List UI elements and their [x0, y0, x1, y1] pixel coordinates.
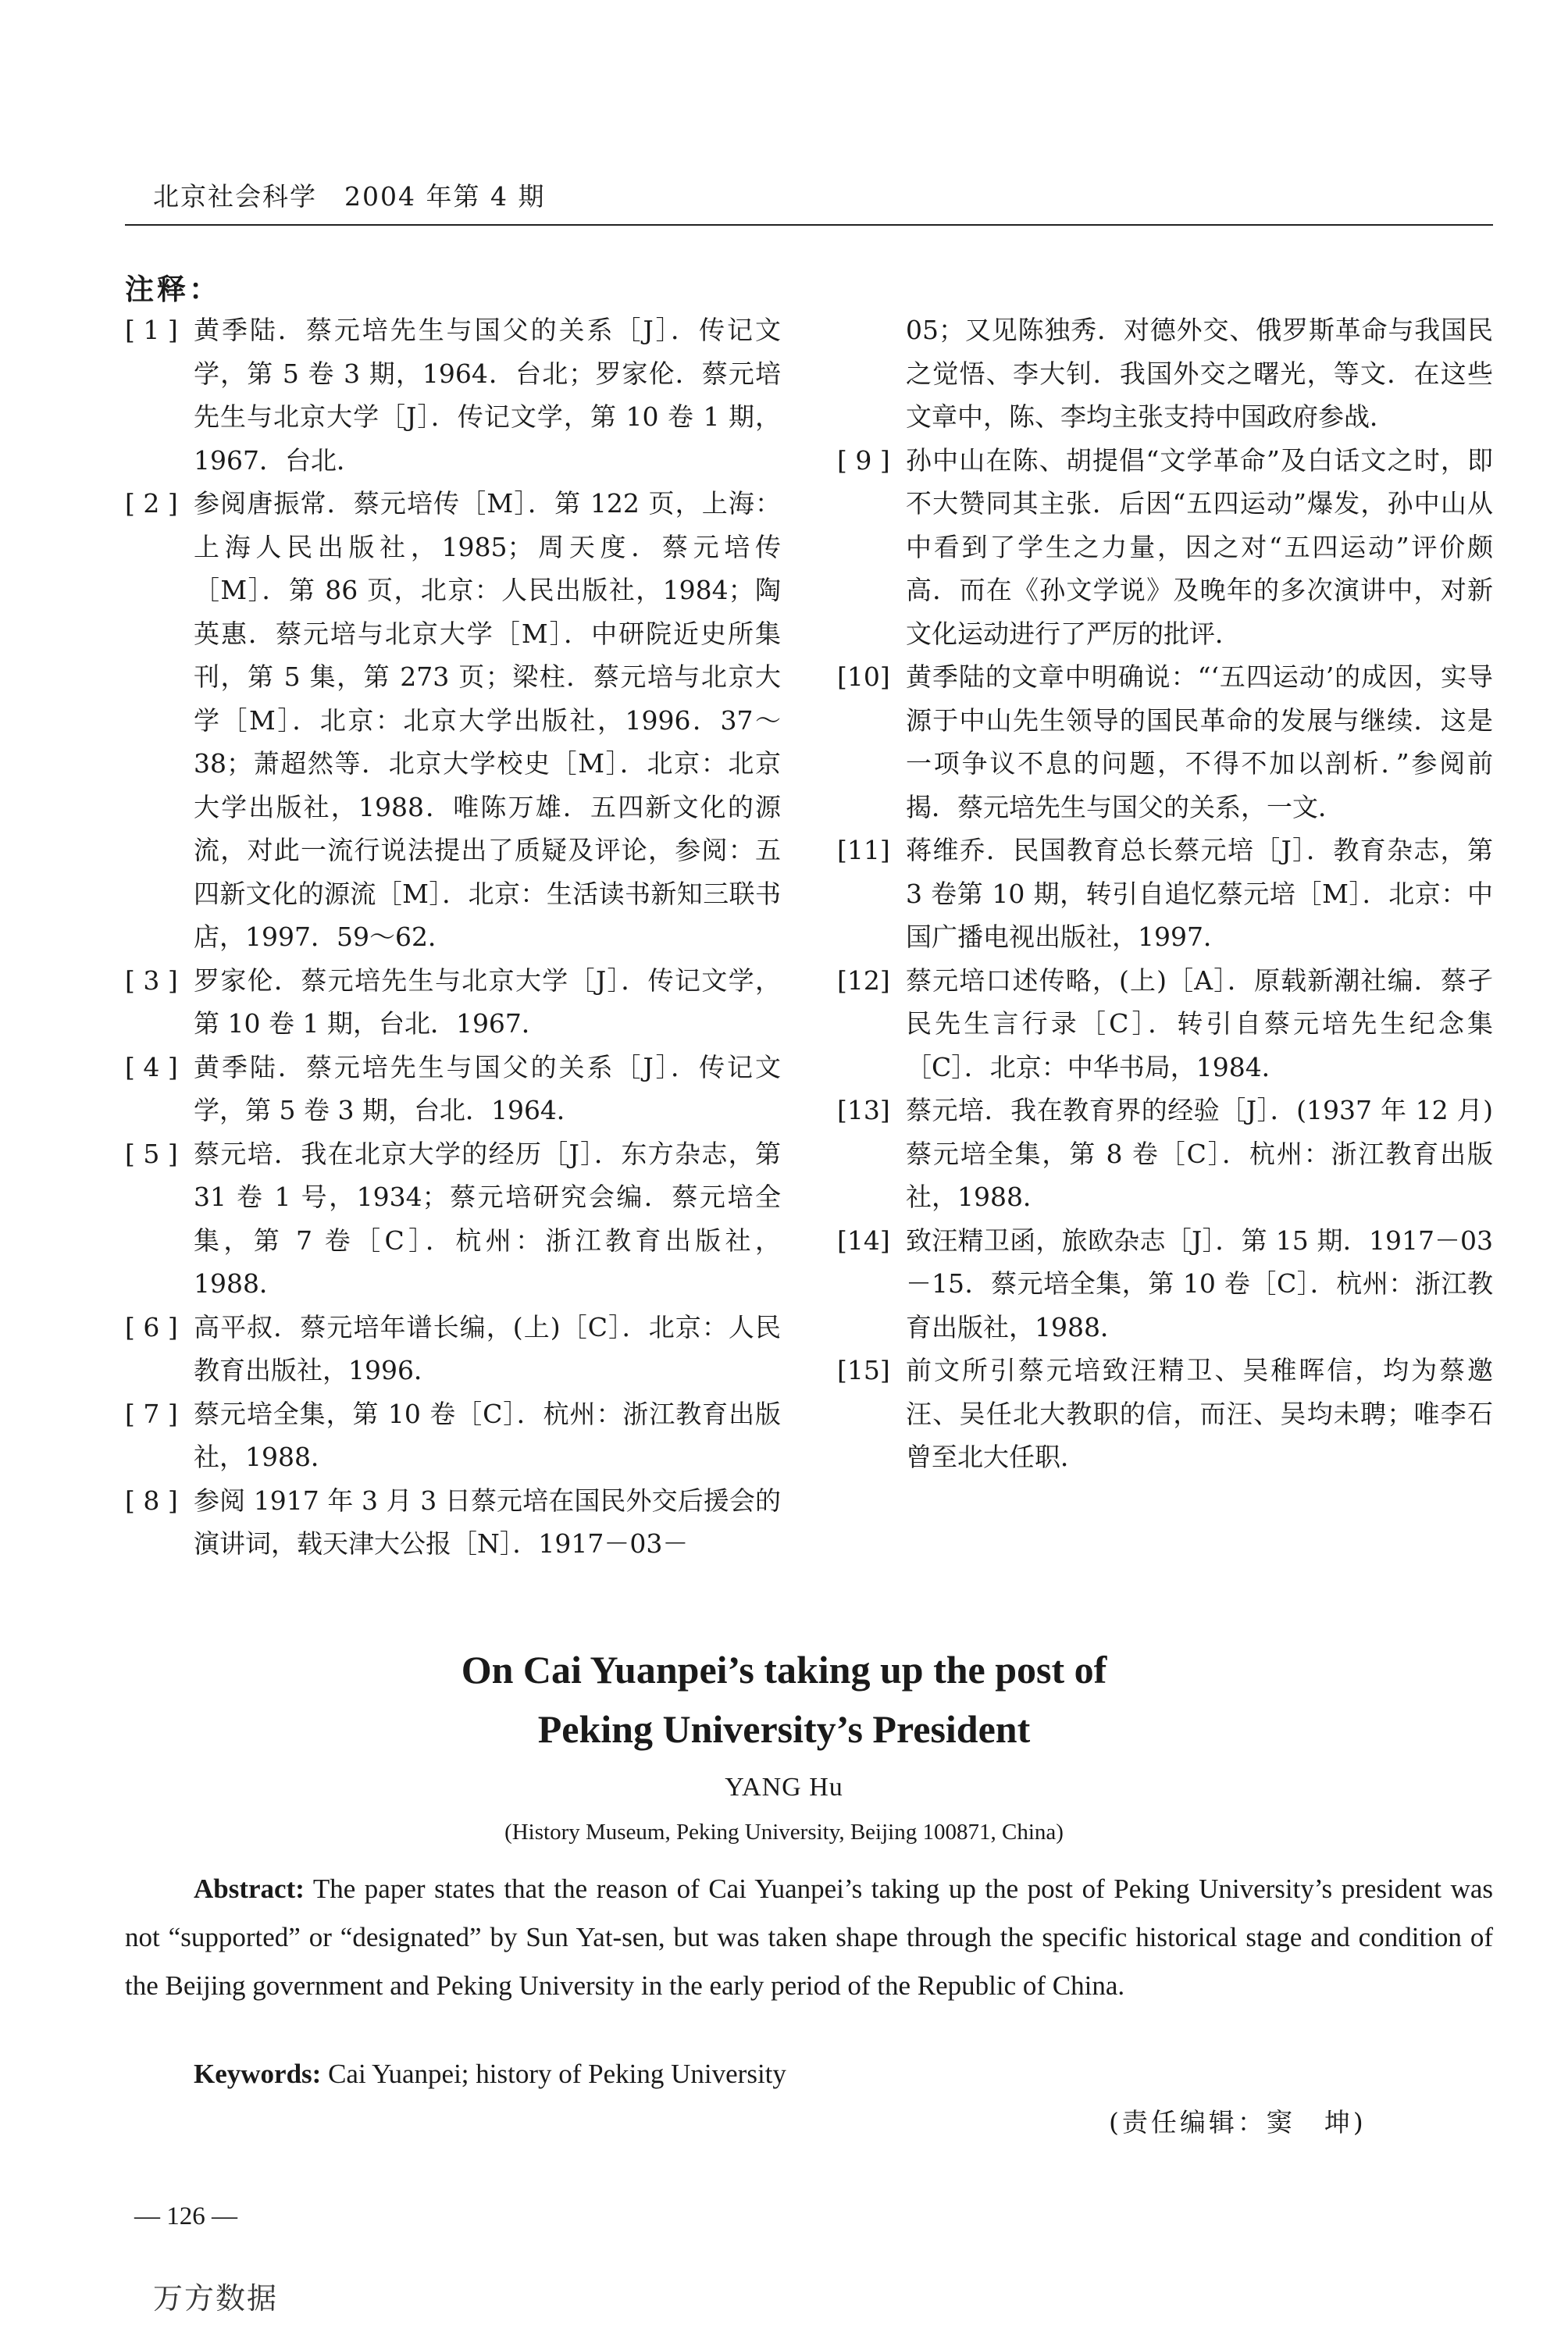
author-name: YANG Hu	[725, 1773, 843, 1802]
keywords-text: Cai Yuanpei; history of Peking University	[321, 2059, 786, 2089]
database-watermark: 万方数据	[153, 2281, 279, 2316]
note-number: [14]	[837, 1225, 890, 1256]
note-number: [ 3 ]	[125, 964, 178, 996]
note-number: [ 1 ]	[125, 315, 178, 345]
notes-left-column	[125, 308, 781, 1566]
note-number: [12]	[837, 964, 890, 996]
note-item	[837, 829, 1493, 959]
note-text: 黄季陆的文章中明确说：“‘五四运动’的成因，实导源于中山先生领导的国民革命的发展与继续．这是一项争议不息的问题，不得不加以剖析．”参阅前揭．蔡元培先生与国父的关系，一文．	[906, 661, 1493, 822]
note-item	[837, 1219, 1493, 1349]
abstract-text: The paper states that the reason of Cai Yuanpei’s taking up the post of Peking University’s president was not “supported” or “designated” by Sun Yat-sen, but was taken shape through the specific historical stage and condition of the Beijing government and Peking University in the early period of the Republic of China.	[125, 1874, 1493, 2001]
running-header: 北京社会科学 2004 年第 4 期	[153, 181, 546, 212]
note-item	[125, 959, 781, 1046]
note-text: 参阅唐振常．蔡元培传［M］．第 122 页，上海：上海人民出版社，1985；周天度．蔡元培传［M］．第 86 页，北京：人民出版社，1984；陶英惠．蔡元培与北京大学［M］．中研院近史所集刊，第 5 集，第 273 页；梁柱．蔡元培与北京大学［M］．北京：北京大学出版社，1996．37～38；萧超然等．北京大学校史［M］．北京：北京大学出版社，1988．唯陈万雄．五四新文化的源流，对此一流行说法提出了质疑及评论，参阅：五四新文化的源流［M］．北京：生活读书新知三联书店，1997．59～62．	[194, 488, 781, 952]
note-item	[125, 1479, 781, 1566]
note-text: 蒋维乔．民国教育总长蔡元培［J］．教育杂志，第 3 卷第 10 期，转引自追忆蔡元培［M］．北京：中国广播电视出版社，1997．	[906, 835, 1493, 952]
note-number: [ 6 ]	[125, 1311, 178, 1342]
note-item	[125, 482, 781, 959]
note-number: [ 5 ]	[125, 1138, 178, 1169]
note-continuation: 05；又见陈独秀．对德外交、俄罗斯革命与我国民之觉悟、李大钊．我国外交之曙光，等文．在这些文章中，陈、李均主张支持中国政府参战．	[906, 315, 1493, 432]
author-affiliation: (History Museum, Peking University, Beijing 100871, China)	[504, 1820, 1064, 1845]
note-number: [ 2 ]	[125, 488, 178, 519]
keywords-label: Keywords:	[194, 2059, 322, 2089]
responsible-editor: (责任编辑：窦 坤)	[1109, 2107, 1367, 2137]
note-number: [13]	[837, 1095, 890, 1125]
note-text: 孙中山在陈、胡提倡“文学革命”及白话文之时，即不大赞同其主张．后因“五四运动”爆发，孙中山从中看到了学生之力量，因之对“五四运动”评价颇高．而在《孙文学说》及晚年的多次演讲中，对新文化运动进行了严厉的批评．	[906, 444, 1493, 649]
note-text: 前文所引蔡元培致汪精卫、吴稚晖信，均为蔡邀汪、吴任北大教职的信，而汪、吴均未聘；唯李石曾至北大任职．	[906, 1355, 1493, 1472]
note-number: [ 9 ]	[837, 444, 890, 476]
abstract	[125, 1865, 1493, 2010]
note-text: 参阅 1917 年 3 月 3 日蔡元培在国民外交后援会的演讲词，载天津大公报［N］．1917－03－	[194, 1485, 781, 1559]
page-number: — 126 —	[134, 2202, 237, 2230]
abstract-label: Abstract:	[194, 1874, 305, 1904]
note-item	[837, 1349, 1493, 1479]
note-number: [ 7 ]	[125, 1398, 178, 1429]
note-item	[125, 1132, 781, 1306]
english-title	[0, 1640, 1568, 1759]
note-item	[125, 1306, 781, 1392]
note-number: [11]	[837, 835, 890, 865]
note-text: 致汪精卫函，旅欧杂志［J］．第 15 期．1917－03－15．蔡元培全集，第 10 卷［C］．杭州：浙江教育出版社，1988．	[906, 1225, 1493, 1342]
note-text: 高平叔．蔡元培年谱长编，(上)［C］．北京：人民教育出版社，1996．	[194, 1311, 781, 1385]
note-text: 蔡元培口述传略，(上)［A］．原载新潮社编．蔡孑民先生言行录［C］．转引自蔡元培先生纪念集［C］．北京：中华书局，1984．	[906, 964, 1493, 1082]
notes-heading: 注释：	[125, 273, 221, 306]
note-item	[837, 959, 1493, 1089]
note-item	[125, 1392, 781, 1479]
note-number: [15]	[837, 1355, 890, 1385]
note-number: [10]	[837, 661, 890, 692]
note-text: 黄季陆．蔡元培先生与国父的关系［J］．传记文学，第 5 卷 3 期，1964．台北；罗家伦．蔡元培先生与北京大学［J］．传记文学，第 10 卷 1 期，1967．台北．	[194, 315, 781, 476]
header-rule	[125, 224, 1493, 226]
english-title-line-2: Peking University’s President	[537, 1707, 1031, 1751]
note-item	[125, 1046, 781, 1132]
note-item	[837, 439, 1493, 656]
note-text: 黄季陆．蔡元培先生与国父的关系［J］．传记文学，第 5 卷 3 期，台北．1964．	[194, 1051, 781, 1125]
note-text: 蔡元培．我在教育界的经验［J］．(1937 年 12 月)蔡元培全集，第 8 卷［C］．杭州：浙江教育出版社，1988．	[906, 1095, 1493, 1212]
note-text: 蔡元培．我在北京大学的经历［J］．东方杂志，第 31 卷 1 号，1934；蔡元培研究会编．蔡元培全集，第 7 卷［C］．杭州：浙江教育出版社，1988．	[194, 1138, 781, 1299]
note-text: 罗家伦．蔡元培先生与北京大学［J］．传记文学，第 10 卷 1 期，台北．1967．	[194, 964, 781, 1039]
english-title-line-1: On Cai Yuanpei’s taking up the post of	[461, 1648, 1107, 1692]
keywords	[194, 2059, 786, 2090]
note-item	[837, 655, 1493, 829]
note-number: [ 4 ]	[125, 1051, 178, 1082]
note-item	[125, 308, 781, 482]
note-text: 蔡元培全集，第 10 卷［C］．杭州：浙江教育出版社，1988．	[194, 1398, 781, 1472]
note-item	[837, 1089, 1493, 1219]
note-number: [ 8 ]	[125, 1485, 178, 1516]
notes-right-column	[837, 308, 1493, 1479]
